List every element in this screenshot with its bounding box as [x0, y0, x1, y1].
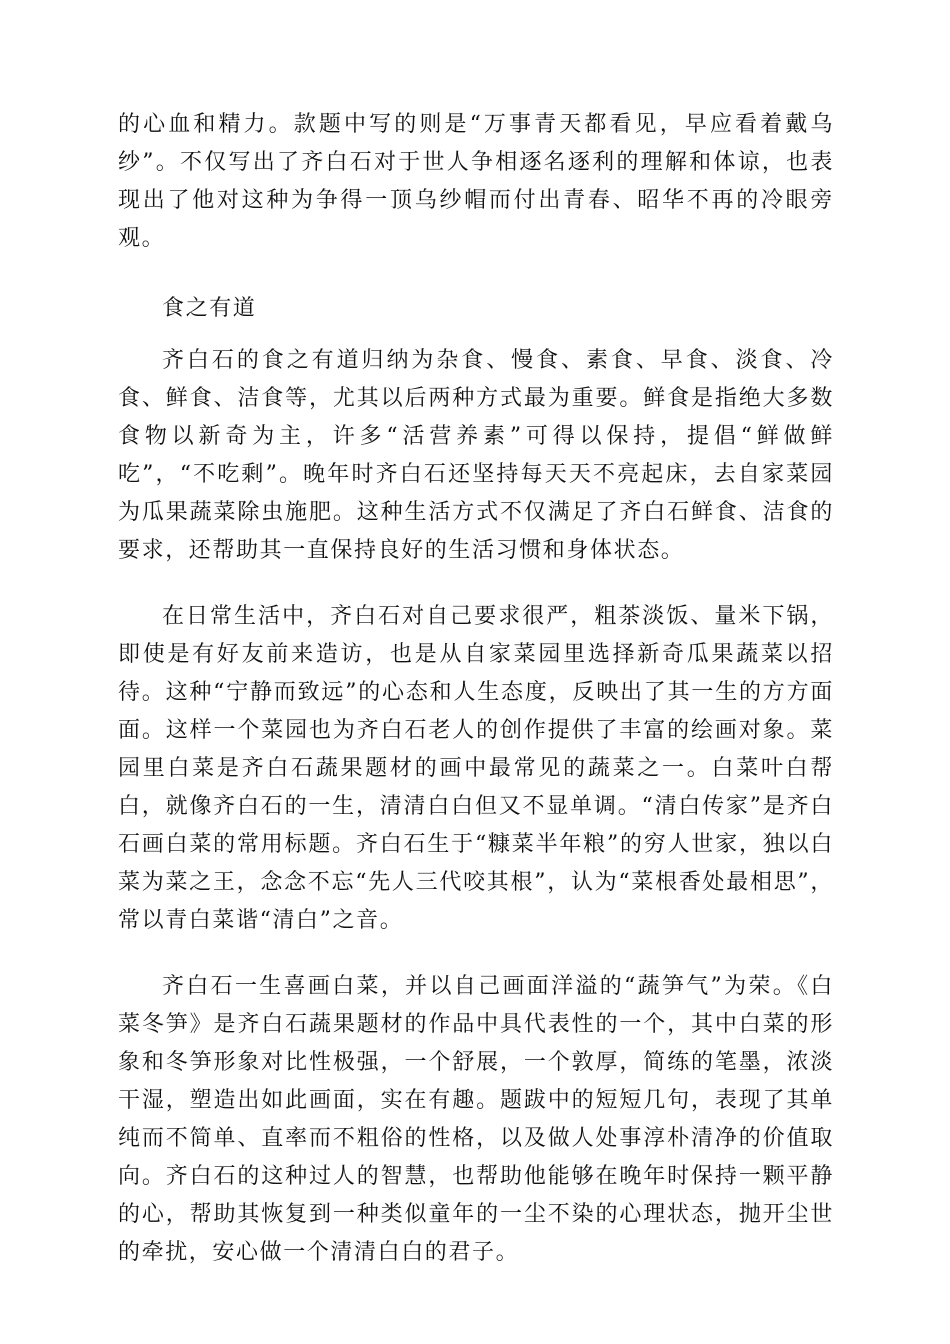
paragraph-continuation: 的心血和精力。款题中写的则是“万事青天都看见，早应看着戴乌纱”。不仅写出了齐白石对于世人争相逐名逐利的理解和体谅，也表现出了他对这种为争得一顶乌纱帽而付出青春、昭华不再的冷眼旁观。 [118, 112, 834, 251]
paragraph-daily-life: 在日常生活中，齐白石对自己要求很严，粗茶淡饭、量米下锅，即使是有好友前来造访，也是从自家菜园里选择新奇瓜果蔬菜以招待。这种“宁静而致远”的心态和人生态度，反映出了其一生的方方面面。这样一个菜园也为齐白石老人的创作提供了丰富的绘画对象。菜园里白菜是齐白石蔬果题材的画中最常见的蔬菜之一。白菜叶白帮白，就像齐白石的一生，清清白白但又不显单调。“清白传家”是齐白石画白菜的常用标题。齐白石生于“糠菜半年粮”的穷人世家，独以白菜为菜之王，念念不忘“先人三代咬其根”，认为“菜根香处最相思”，常以青白菜谐“清白”之音。 [118, 604, 834, 933]
document-page [118, 106, 834, 1272]
paragraph-diet: 齐白石的食之有道归纳为杂食、慢食、素食、早食、淡食、冷食、鲜食、洁食等，尤其以后两种方式最为重要。鲜食是指绝大多数食物以新奇为主，许多“活营养素”可得以保持，提倡“鲜做鲜吃”，“不吃剩”。晚年时齐白石还坚持每天天不亮起床，去自家菜园为瓜果蔬菜除虫施肥。这种生活方式不仅满足了齐白石鲜食、洁食的要求，还帮助其一直保持良好的生活习惯和身体状态。 [118, 348, 834, 563]
section-heading: 食之有道 [162, 296, 257, 321]
paragraph-cabbage: 齐白石一生喜画白菜，并以自己画面洋溢的“蔬笋气”为荣。《白菜冬笋》是齐白石蔬果题材的作品中具代表性的一个，其中白菜的形象和冬笋形象对比性极强，一个舒展，一个敦厚，简练的笔墨，浓淡干湿，塑造出如此画面，实在有趣。题跋中的短短几句，表现了其单纯而不简单、直率而不粗俗的性格，以及做人处事淳朴清净的价值取向。齐白石的这种过人的智慧，也帮助他能够在晚年时保持一颗平静的心，帮助其恢复到一种类似童年的一尘不染的心理状态，抛开尘世的牵扰，安心做一个清清白白的君子。 [118, 974, 834, 1265]
